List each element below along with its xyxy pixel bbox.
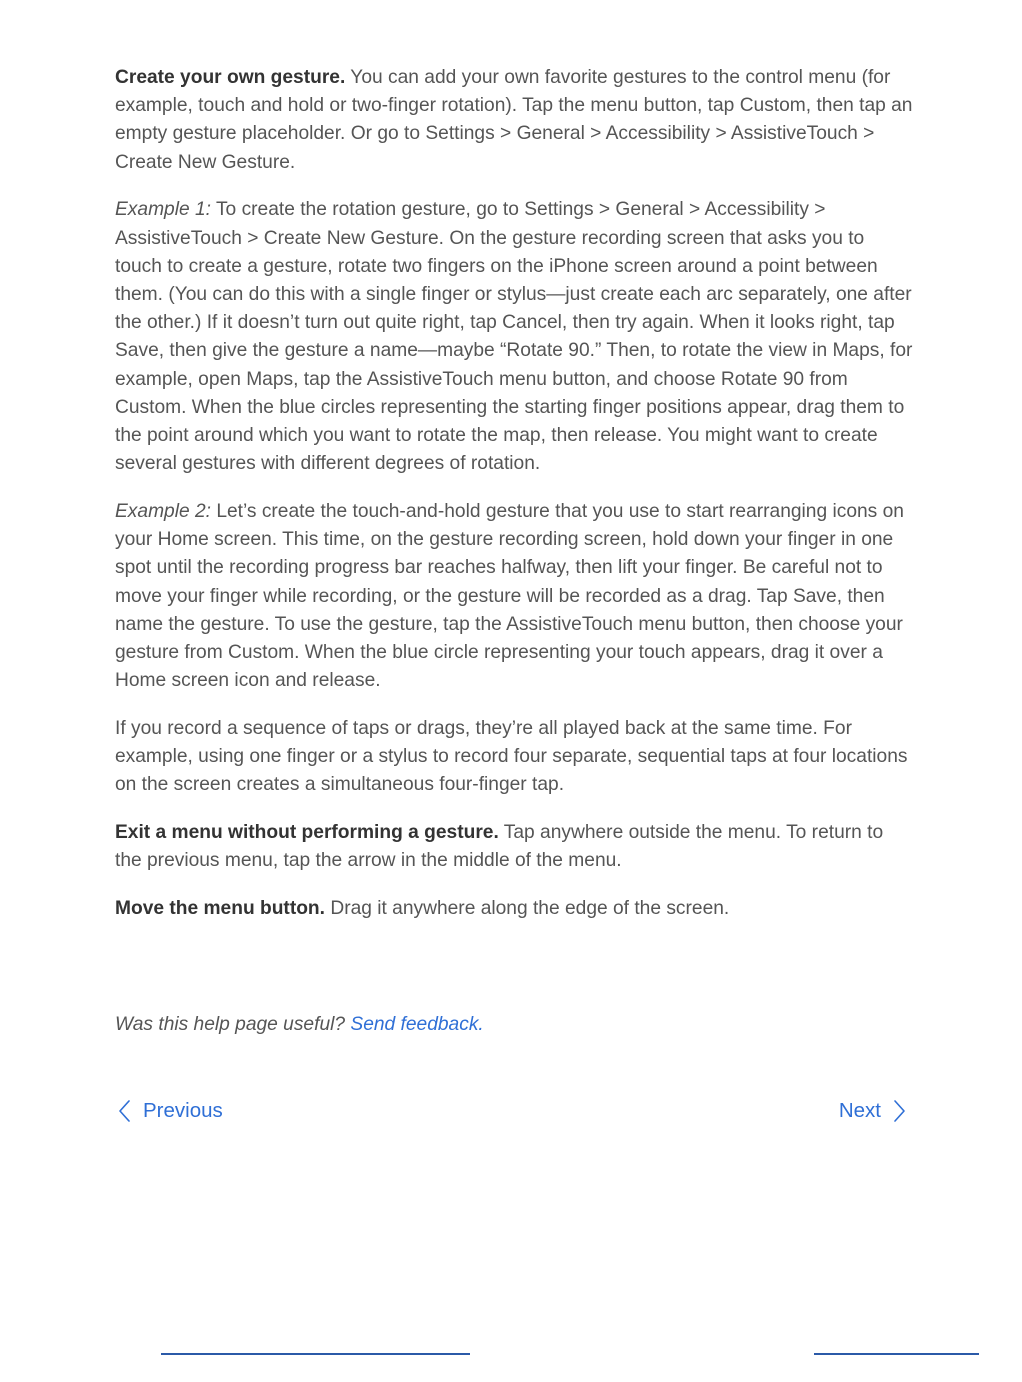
paragraph-move-menu-button (115, 895, 915, 923)
previous-page-link[interactable] (115, 1096, 223, 1126)
paragraph-sequence-note (115, 715, 915, 800)
paragraph-lead: Create your own gesture. (115, 67, 346, 88)
send-feedback-link[interactable]: Send feedback. (350, 1014, 484, 1035)
paragraph-text: If you record a sequence of taps or drags, they’re all played back at the same time. For example, using one finger or a stylus to record four separate, sequential taps at four locations on the screen creates a simultaneous four-finger tap. (115, 718, 908, 796)
paragraph-lead: Exit a menu without performing a gesture. (115, 822, 499, 844)
paragraph-create-gesture (115, 64, 915, 177)
chevron-right-icon (889, 1098, 909, 1124)
chevron-left-icon (115, 1098, 135, 1124)
paragraph-text: Drag it anywhere along the edge of the screen. (325, 898, 730, 920)
feedback-prompt (115, 1011, 484, 1039)
footer-rule-right (814, 1353, 979, 1355)
paragraph-text: You can add your own favorite gestures to the control menu (for example, touch and hold or two-finger rotation). Tap the menu button, tap Custom, then tap an empty gesture placeholder. Or go to Settings > General > Accessibility > AssistiveTouch > Create New Gesture. (115, 67, 913, 173)
previous-label: Previous (143, 1099, 223, 1122)
feedback-question: Was this help page useful? (115, 1014, 346, 1035)
paragraph-lead: Move the menu button. (115, 898, 325, 920)
paragraph-lead: Example 2: (115, 501, 211, 523)
paragraph-text: To create the rotation gesture, go to Settings > General > Accessibility > AssistiveTouch > Create New Gesture. On the gesture recording screen that asks you to touch to create a gesture, rotate two fingers on the iPhone screen around a point between them. (You can do this with a single finger or stylus—just create each arc separately, one after the other.) If it doesn’t turn out quite right, tap Cancel, then try again. When it looks right, tap Save, then give the gesture a name—maybe “Rotate 90.” Then, to rotate the view in Maps, for example, open Maps, tap the AssistiveTouch menu button, and choose Rotate 90 from Custom. When the blue circles representing the starting finger positions appear, drag them to the point around which you want to rotate the map, then release. You might want to create several gestures with different degrees of rotation. (115, 199, 913, 475)
help-article-body (115, 64, 915, 943)
paragraph-text: Tap anywhere outside the menu. To return to the previous menu, tap the arrow in the middle of the menu. (115, 822, 884, 872)
paragraph-text: Let’s create the touch-and-hold gesture that you use to start rearranging icons on your Home screen. This time, on the gesture recording screen, hold down your finger in one spot until the recording progress bar reaches halfway, then lift your finger. Be careful not to move your finger while recording, or the gesture will be recorded as a drag. Tap Save, then name the gesture. To use the gesture, tap the AssistiveTouch menu button, then choose your gesture from Custom. When the blue circle representing your touch appears, drag it over a Home screen icon and release. (115, 501, 904, 692)
footer-rule-left (161, 1353, 470, 1355)
paragraph-example-2 (115, 498, 915, 695)
next-page-link[interactable] (839, 1096, 909, 1126)
paragraph-lead: Example 1: (115, 199, 211, 221)
paragraph-example-1 (115, 196, 915, 478)
paragraph-exit-menu (115, 819, 915, 875)
next-label: Next (838, 1099, 881, 1122)
